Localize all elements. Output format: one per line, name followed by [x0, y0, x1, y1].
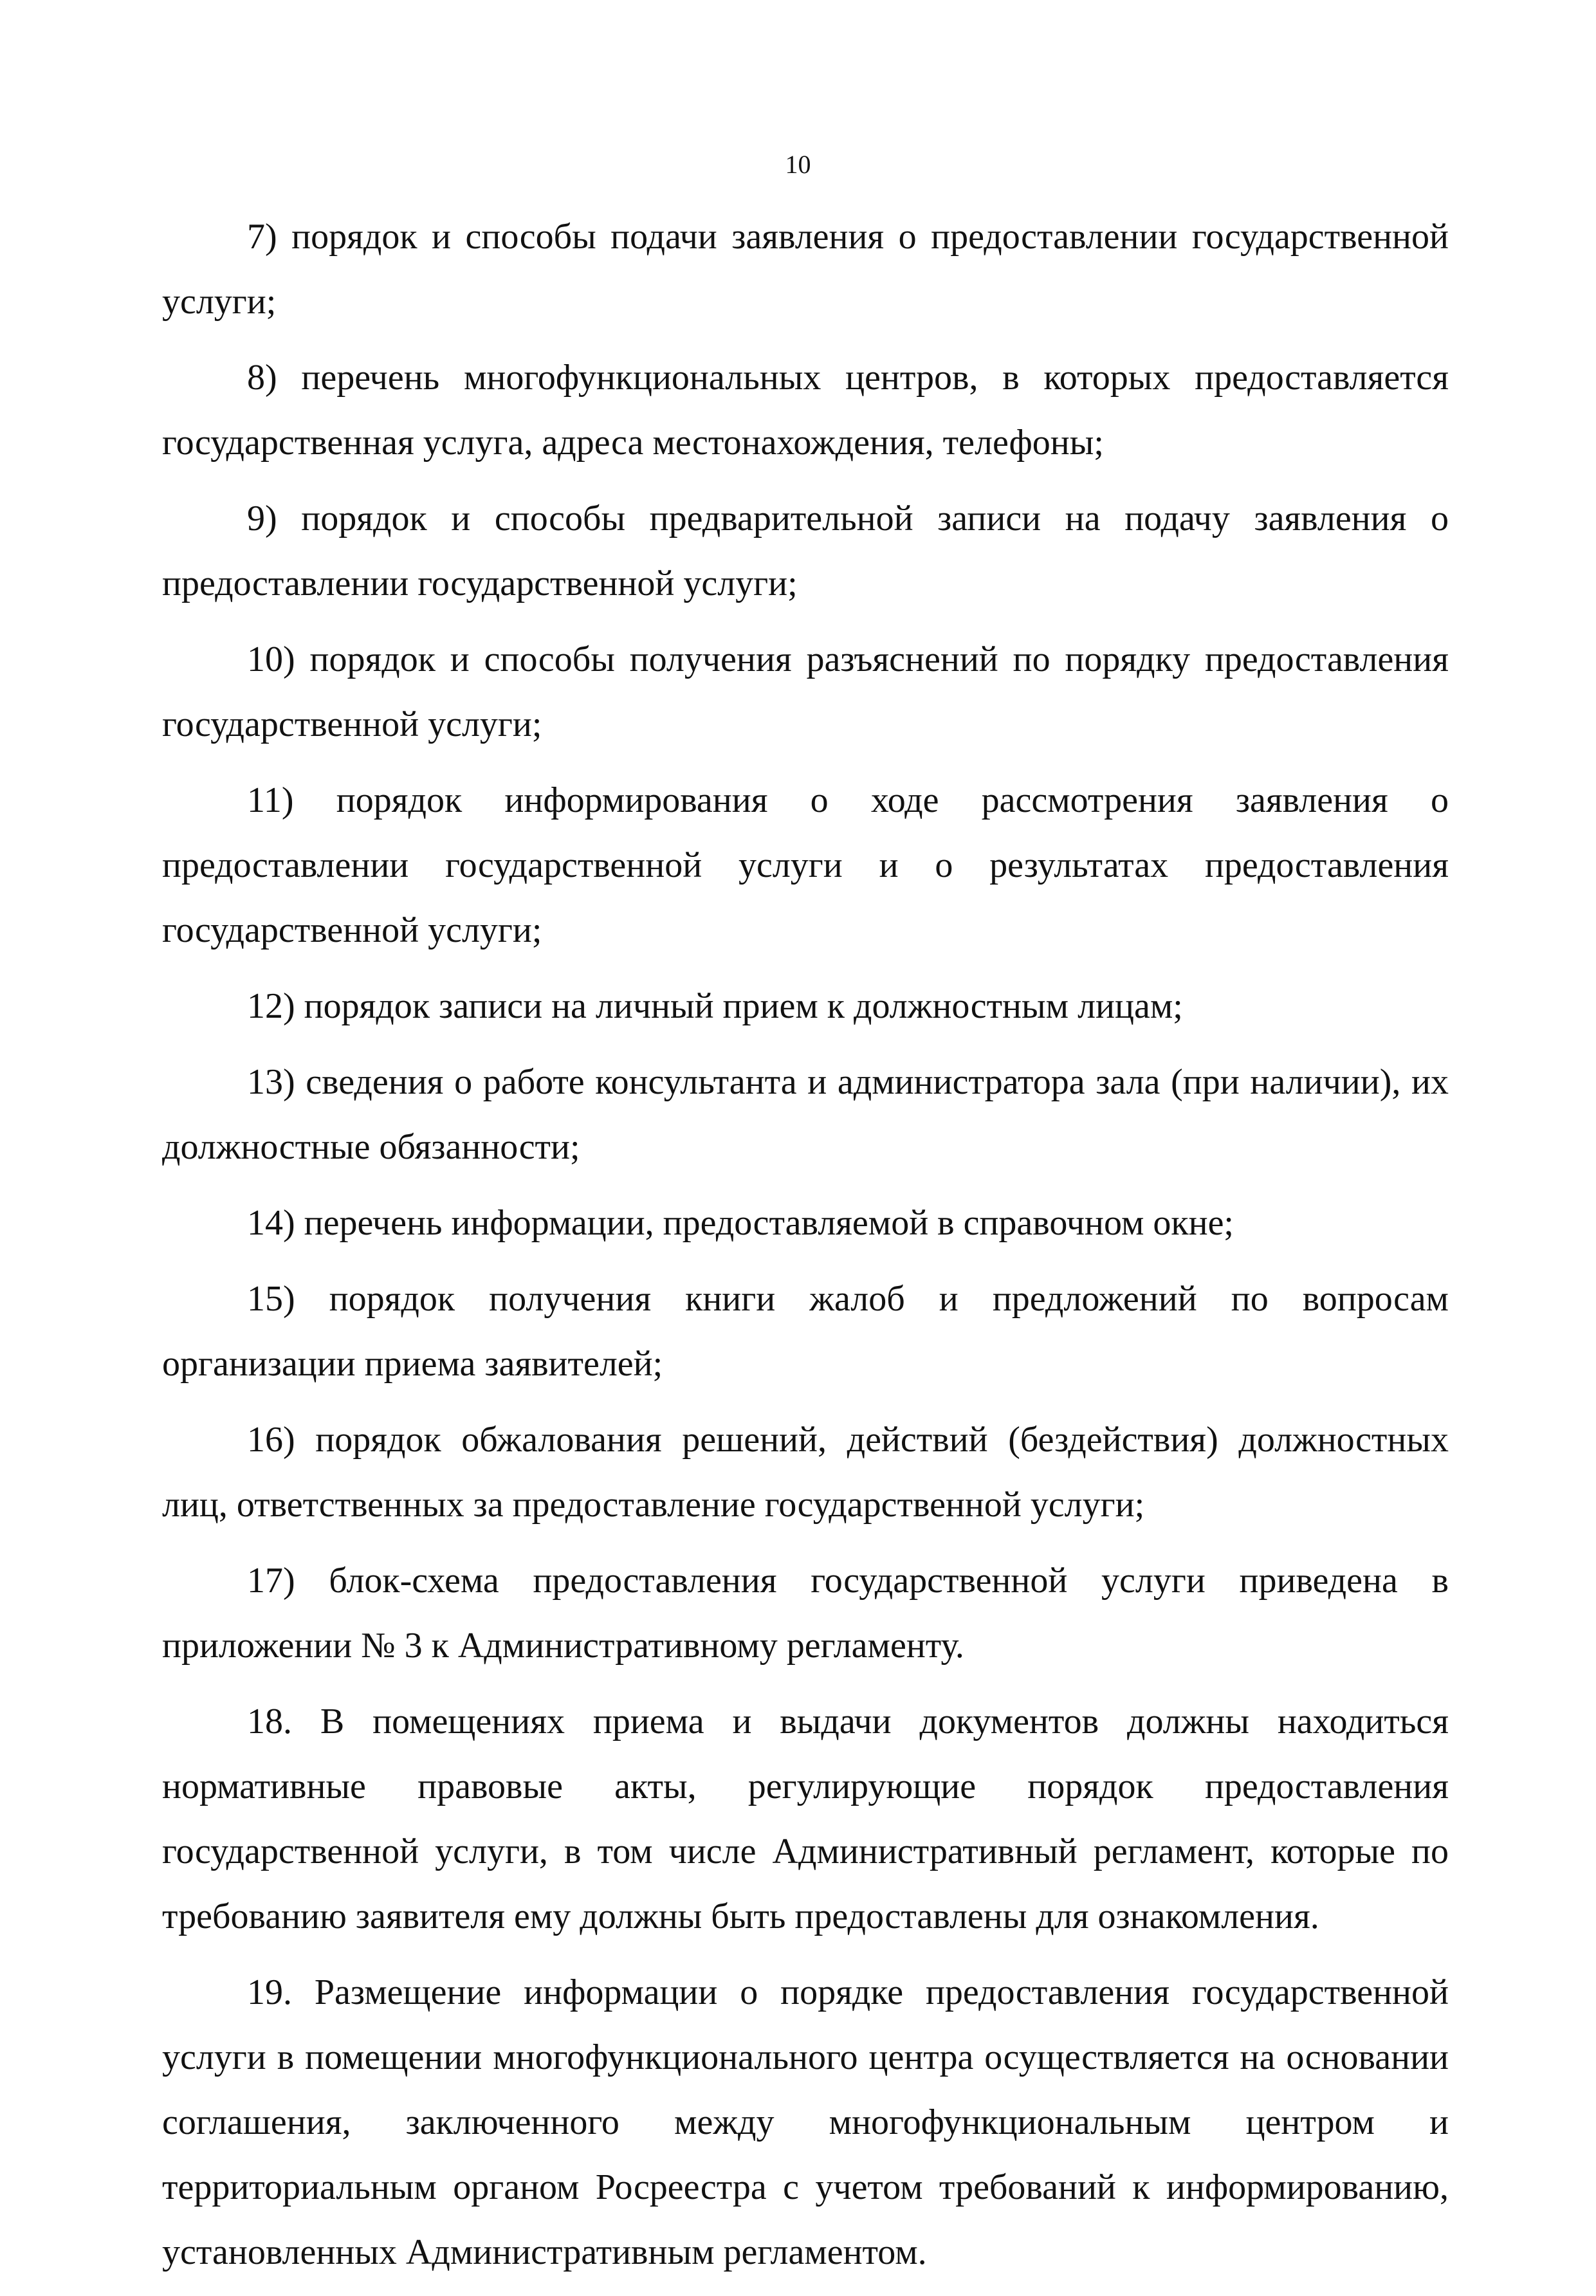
list-item-9: 9) порядок и способы предварительной записи на подачу заявления о предоставлении государственной услуги;	[162, 499, 1449, 603]
list-item-17: 17) блок-схема предоставления государственной услуги приведена в приложении № 3 к Административному регламенту.	[162, 1561, 1449, 1666]
clause-18: 18. В помещениях приема и выдачи документов должны находиться нормативные правовые акты, регулирующие порядок предоставления государственной услуги, в том числе Административный регламент, которые по требованию заявителя ему должны быть предоставлены для ознакомления.	[162, 1702, 1449, 1936]
list-item-16: 16) порядок обжалования решений, действий (бездействия) должностных лиц, ответственных за предоставление государственной услуги;	[162, 1420, 1449, 1525]
list-item-10: 10) порядок и способы получения разъяснений по порядку предоставления государственной услуги;	[162, 639, 1449, 744]
list-item-13: 13) сведения о работе консультанта и администратора зала (при наличии), их должностные обязанности;	[162, 1062, 1449, 1167]
list-item-14: 14) перечень информации, предоставляемой в справочном окне;	[247, 1203, 1234, 1243]
clause-19: 19. Размещение информации о порядке предоставления государственной услуги в помещении многофункционального центра осуществляется на основании соглашения, заключенного между многофункциональным центром и территориальным органом Росреестра с учетом требований к информированию, установленных Административным регламентом.	[162, 1972, 1449, 2272]
page-number: 10	[785, 150, 811, 179]
list-item-8: 8) перечень многофункциональных центров, в которых предоставляется государственная услуга, адреса местонахождения, телефоны;	[162, 358, 1449, 463]
list-item-11: 11) порядок информирования о ходе рассмотрения заявления о предоставлении государственной услуги и о результатах предоставления государственной услуги;	[162, 780, 1449, 950]
document-body	[162, 205, 1449, 2296]
list-item-7: 7) порядок и способы подачи заявления о предоставлении государственной услуги;	[162, 217, 1449, 322]
list-item-15: 15) порядок получения книги жалоб и предложений по вопросам организации приема заявителей;	[162, 1279, 1449, 1384]
list-item-12: 12) порядок записи на личный прием к должностным лицам;	[247, 986, 1183, 1026]
